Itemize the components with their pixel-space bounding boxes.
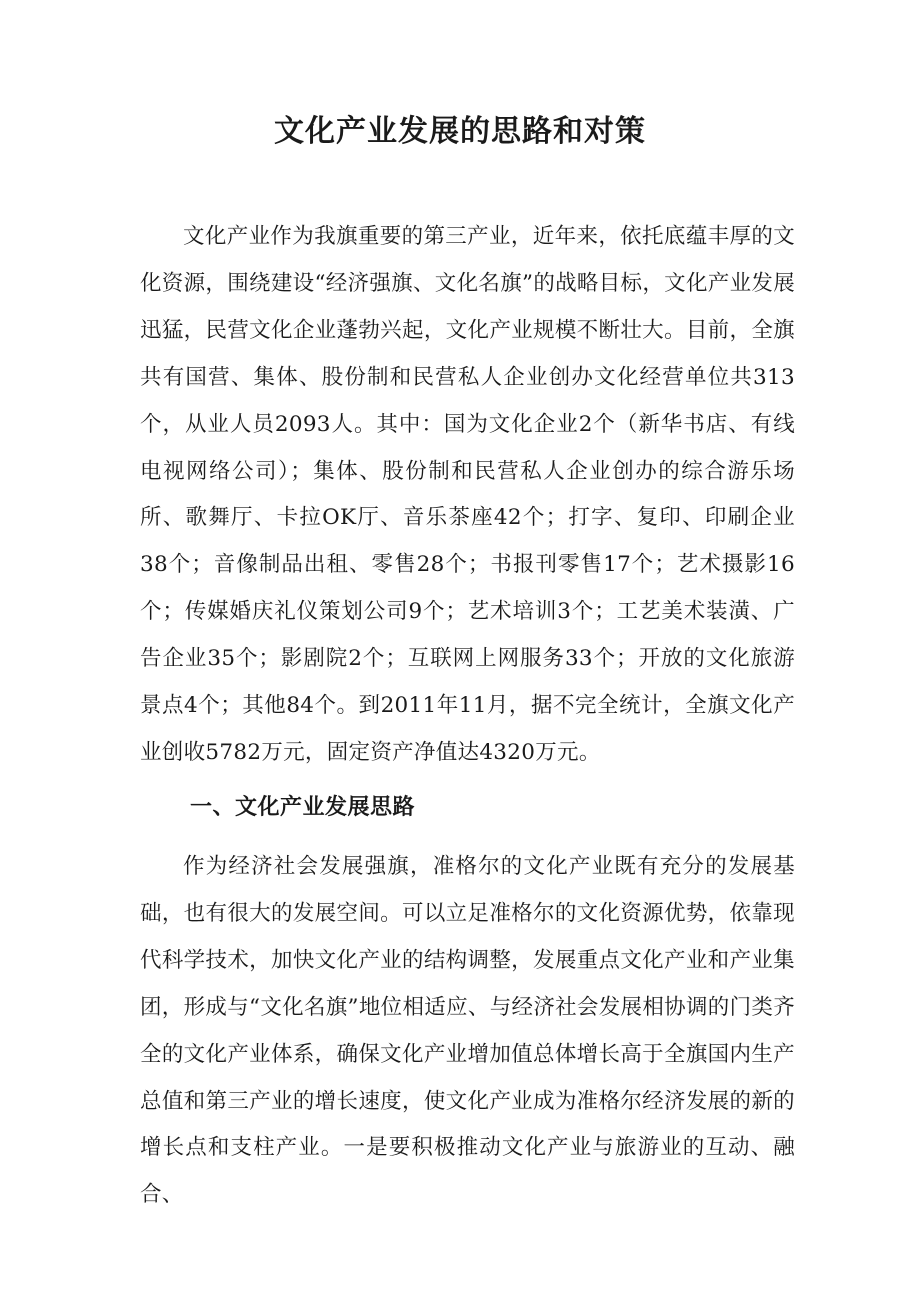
- body-paragraph-development-ideas: 作为经济社会发展强旗，准格尔的文化产业既有充分的发展基础，也有很大的发展空间。可以立足准格尔的文化资源优势，依靠现代科学技术，加快文化产业的结构调整，发展重点文化产业和产业集团，形成与“文化名旗”地位相适应、与经济社会发展相协调的门类齐全的文化产业体系，确保文化产业增加值总体增长高于全旗国内生产总值和第三产业的增长速度，使文化产业成为准格尔经济发展的新的增长点和支柱产业。一是要积极推动文化产业与旅游业的互动、融合、: [140, 854, 795, 1208]
- document-title: 文化产业发展的思路和对策: [274, 114, 646, 149]
- section-heading: 一、文化产业发展思路: [190, 795, 416, 820]
- body-paragraph-intro: 文化产业作为我旗重要的第三产业，近年来，依托底蕴丰厚的文化资源，围绕建设“经济强旗、文化名旗”的战略目标，文化产业发展迅猛，民营文化企业蓬勃兴起，文化产业规模不断壮大。目前，全旗共有国营、集体、股份制和民营私人企业创办文化经营单位共313个，从业人员2093人。其中：国为文化企业2个（新华书店、有线电视网络公司）；集体、股份制和民营私人企业创办的综合游乐场所、歌舞厅、卡拉OK厅、音乐茶座42个；打字、复印、印刷企业38个；音像制品出租、零售28个；书报刊零售17个；艺术摄影16个；传媒婚庆礼仪策划公司9个；艺术培训3个；工艺美术装潢、广告企业35个；影剧院2个；互联网上网服务33个；开放的文化旅游景点4个；其他84个。到2011年11月，据不完全统计，全旗文化产业创收5782万元，固定资产净值达4320万元。: [140, 224, 795, 765]
